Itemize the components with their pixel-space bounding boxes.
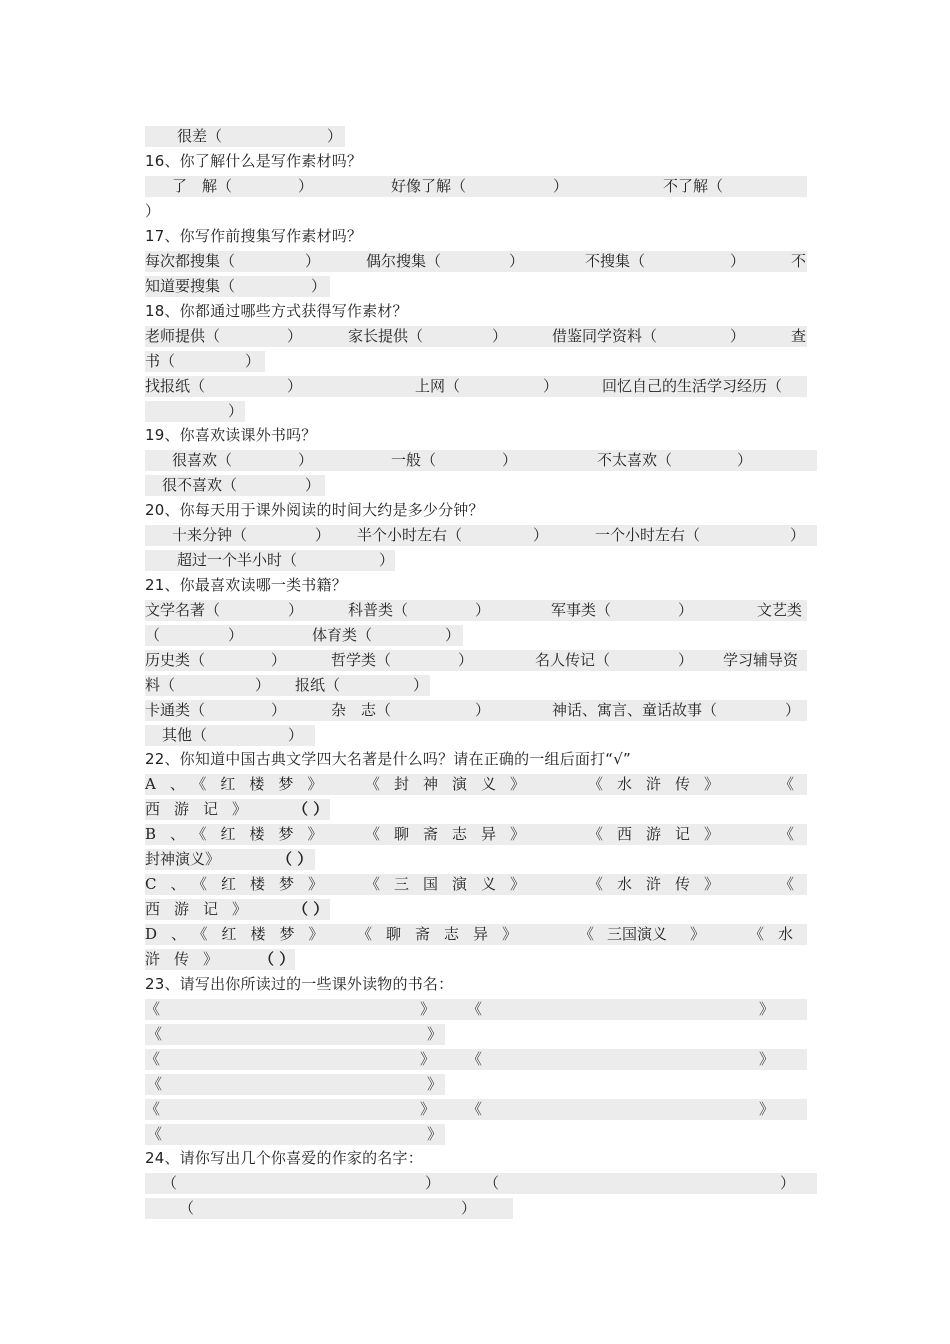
q23-book-4-open: 《 — [145, 1050, 161, 1068]
q18-option-newspaper: 找报纸（ — [145, 377, 206, 395]
q21-option-sports: 体育类（ — [312, 626, 373, 644]
q23-book-4-close: 》 — [420, 1050, 436, 1068]
q21-option-arts-part2: （ — [145, 626, 161, 644]
q16-continuation — [145, 201, 807, 222]
q23-book-1-open: 《 — [145, 1000, 161, 1018]
q22-option-b-continuation — [145, 849, 807, 870]
q18-option-internet: 上网（ — [415, 377, 461, 395]
q22-option-c-book4-part1: 《 — [779, 875, 795, 893]
q19-option-love: 很喜欢（ — [172, 451, 233, 469]
q23-book-3-open: 《 — [147, 1025, 163, 1043]
q19-option-strong-dislike: 很不喜欢（ — [162, 476, 238, 494]
q21-option-newspaper-close: ） — [413, 676, 429, 694]
q23-book-row-3 — [145, 1099, 807, 1120]
q21-options-row-1 — [145, 600, 807, 621]
q21-option-classics-close: ） — [288, 601, 304, 619]
q24-author-row-2 — [145, 1198, 807, 1219]
q22-option-b-book4-part2: 封神演义》 — [145, 850, 221, 868]
q17-option-sometimes-close: ） — [509, 252, 525, 270]
q22-option-c-book3: 《水浒传》 — [588, 875, 734, 893]
q23-book-9-open: 《 — [147, 1125, 163, 1143]
q21-option-sports-close: ） — [445, 626, 461, 644]
q22-option-c-book1: C、《红楼梦》 — [145, 875, 337, 893]
q16-option-not-understand-close: ） — [145, 202, 161, 220]
q21-option-myths-close: ） — [785, 701, 801, 719]
q18-options-row-2 — [145, 376, 807, 397]
q23-book-3-close: 》 — [427, 1025, 443, 1043]
q18-option-teacher: 老师提供（ — [145, 327, 221, 345]
q22-option-b-book2: 《聊斋志异》 — [365, 825, 540, 843]
q18-option-parent: 家长提供（ — [348, 327, 424, 345]
q17-option-unaware-part1: 不 — [791, 252, 807, 270]
q20-options-row — [145, 525, 817, 546]
q19-option-love-close: ） — [298, 451, 314, 469]
q23-book-6-close: 》 — [427, 1075, 443, 1093]
q18-option-books-part1: 查 — [791, 327, 807, 345]
q20-option-one-hour-close: ） — [790, 526, 806, 544]
q21-option-history: 历史类（ — [145, 651, 206, 669]
q18-option-newspaper-close: ） — [287, 377, 303, 395]
q17-option-unaware-part2: 知道要搜集（ — [145, 277, 236, 295]
q20-option-half-hour-close: ） — [533, 526, 549, 544]
q18-continuation-2 — [145, 401, 807, 422]
q21-option-military-close: ） — [678, 601, 694, 619]
q19-continuation — [145, 475, 807, 496]
q21-option-magazine: 杂 志（ — [331, 701, 392, 719]
q22-option-b-book3: 《西游记》 — [588, 825, 734, 843]
q17-title: 17、你写作前搜集写作素材吗？ — [145, 227, 363, 245]
q21-option-history-close: ） — [271, 651, 287, 669]
q22-option-d-book3-open: 《 — [579, 925, 595, 943]
q22-option-d-continuation — [145, 949, 807, 970]
q16-options-row — [145, 176, 807, 197]
q22-option-a-continuation — [145, 799, 807, 820]
q18-option-teacher-close: ） — [287, 327, 303, 345]
q21-continuation-2 — [145, 675, 807, 696]
q16-option-not-understand: 不了解（ — [663, 177, 724, 195]
q23-title: 23、请写出你所读过的一些课外读物的书名： — [145, 975, 454, 993]
q24-author-1-close: ） — [425, 1174, 441, 1192]
q18-continuation-1 — [145, 351, 807, 372]
q23-book-7-open: 《 — [145, 1100, 161, 1118]
q22-option-c-book2: 《三国演义》 — [365, 875, 540, 893]
q24-author-3-close: ） — [461, 1199, 477, 1217]
q21-option-classics: 文学名著（ — [145, 601, 221, 619]
q20-option-ten-minutes-close: ） — [315, 526, 331, 544]
q20-option-over-ninety: 超过一个半小时（ — [177, 551, 298, 569]
q18-option-classmate: 借鉴同学资料（ — [552, 327, 658, 345]
q16-option-seem-understand: 好像了解（ — [391, 177, 467, 195]
q21-continuation-3 — [145, 725, 807, 746]
q22-option-a-checkbox[interactable]: （ ） — [293, 800, 329, 818]
q21-option-myths: 神话、寓言、童话故事（ — [552, 701, 718, 719]
q21-option-biography-close: ） — [678, 651, 694, 669]
q18-options-row-1 — [145, 326, 807, 347]
q16-option-understand: 了 解（ — [172, 177, 233, 195]
q22-option-c-row — [145, 874, 807, 895]
q23-book-row-1 — [145, 999, 807, 1020]
q20-option-ten-minutes: 十来分钟（ — [172, 526, 248, 544]
q23-book-8-open: 《 — [467, 1100, 483, 1118]
q17-option-always-close: ） — [305, 252, 321, 270]
q21-options-row-3 — [145, 700, 807, 721]
q22-option-d-row — [145, 924, 807, 945]
q22-option-d-book4-part2: 浒传》 — [145, 950, 233, 968]
q18-option-books-close: ） — [245, 352, 261, 370]
q21-options-row-2 — [145, 650, 807, 671]
q24-author-1-open: （ — [162, 1174, 178, 1192]
q22-option-d-book3-close: 》 — [690, 925, 706, 943]
q20-option-one-hour: 一个小时左右（ — [595, 526, 701, 544]
q22-option-a-book3: 《水浒传》 — [588, 775, 734, 793]
q22-option-b-row — [145, 824, 807, 845]
q21-option-magazine-close: ） — [475, 701, 491, 719]
q19-option-dislike: 不太喜欢（ — [597, 451, 673, 469]
q22-option-d-book2: 《聊斋志异》 — [357, 925, 532, 943]
q19-title: 19、你喜欢读课外书吗？ — [145, 426, 317, 444]
q21-option-cartoon: 卡通类（ — [145, 701, 206, 719]
q22-option-a-row — [145, 774, 807, 795]
q22-option-d-book4-part1: 《水 — [749, 925, 808, 943]
q23-book-7-close: 》 — [420, 1100, 436, 1118]
q23-book-row-2 — [145, 1049, 807, 1070]
q22-option-b-book4-part1: 《 — [779, 825, 795, 843]
q22-option-a-book2: 《封神演义》 — [365, 775, 540, 793]
q21-option-newspaper: 报纸（ — [295, 676, 341, 694]
q23-book-6-open: 《 — [147, 1075, 163, 1093]
q19-option-strong-dislike-close: ） — [305, 476, 321, 494]
q21-option-other-close: ） — [288, 726, 304, 744]
q18-option-classmate-close: ） — [730, 327, 746, 345]
q22-title: 22、你知道中国古典文学四大名著是什么吗？请在正确的一组后面打“√” — [145, 750, 631, 768]
q18-option-memory-close: ） — [228, 402, 244, 420]
q20-option-half-hour: 半个小时左右（ — [357, 526, 463, 544]
q19-option-dislike-close: ） — [737, 451, 753, 469]
q15-option-poor-close: ） — [327, 127, 343, 145]
q21-option-military: 军事类（ — [551, 601, 612, 619]
q23-book-2-close: 》 — [759, 1000, 775, 1018]
q21-option-study-guide-part1: 学习辅导资 — [723, 651, 799, 669]
q21-option-science: 科普类（ — [348, 601, 409, 619]
q21-option-science-close: ） — [475, 601, 491, 619]
q21-option-biography: 名人传记（ — [535, 651, 611, 669]
q21-option-philosophy: 哲学类（ — [331, 651, 392, 669]
q21-option-philosophy-close: ） — [458, 651, 474, 669]
q19-option-average: 一般（ — [391, 451, 437, 469]
q23-book-row-1b — [145, 1024, 807, 1045]
q15-option-poor: 很差（ — [177, 127, 223, 145]
q19-option-average-close: ） — [502, 451, 518, 469]
q24-title: 24、请你写出几个你喜爱的作家的名字： — [145, 1149, 423, 1167]
q23-book-5-open: 《 — [467, 1050, 483, 1068]
q21-option-arts-part1: 文艺类 — [757, 601, 803, 619]
q24-author-row-1 — [145, 1173, 817, 1194]
q22-option-c-checkbox[interactable]: （ ） — [293, 900, 329, 918]
q18-option-memory: 回忆自己的生活学习经历（ — [602, 377, 783, 395]
q23-book-2-open: 《 — [467, 1000, 483, 1018]
q24-author-2-close: ） — [780, 1174, 796, 1192]
q22-option-c-book4-part2: 西游记》 — [145, 900, 262, 918]
q17-continuation — [145, 276, 807, 297]
q24-author-3-open: （ — [179, 1199, 195, 1217]
q24-author-2-open: （ — [484, 1174, 500, 1192]
q17-option-unaware-close: ） — [311, 277, 327, 295]
q23-book-row-3b — [145, 1124, 807, 1145]
q21-option-cartoon-close: ） — [271, 701, 287, 719]
q22-option-a-book4-part2: 西游记》 — [145, 800, 262, 818]
q18-title: 18、你都通过哪些方式获得写作素材？ — [145, 302, 408, 320]
q22-option-a-book4-part1: 《 — [779, 775, 795, 793]
q23-book-5-close: 》 — [759, 1050, 775, 1068]
q17-option-sometimes: 偶尔搜集（ — [366, 252, 442, 270]
q22-option-d-checkbox[interactable]: （ ） — [259, 950, 295, 968]
q20-option-over-ninety-close: ） — [379, 551, 395, 569]
q17-option-always: 每次都搜集（ — [145, 252, 236, 270]
q23-book-1-close: 》 — [420, 1000, 436, 1018]
q21-title: 21、你最喜欢读哪一类书籍？ — [145, 576, 347, 594]
q17-option-never: 不搜集（ — [585, 252, 646, 270]
q22-option-c-continuation — [145, 899, 807, 920]
q22-option-a-book1: A、《红楼梦》 — [145, 775, 337, 793]
q17-options-row — [145, 251, 807, 272]
q16-option-seem-understand-close: ） — [553, 177, 569, 195]
q23-book-8-close: 》 — [759, 1100, 775, 1118]
q20-continuation — [145, 550, 807, 571]
q18-option-books-part2: 书（ — [145, 352, 176, 370]
q17-option-never-close: ） — [730, 252, 746, 270]
q18-option-parent-close: ） — [492, 327, 508, 345]
q22-option-b-checkbox[interactable]: （ ） — [277, 850, 313, 868]
q21-option-arts-close: ） — [228, 626, 244, 644]
q23-book-row-2b — [145, 1074, 807, 1095]
q19-options-row — [145, 450, 817, 471]
q21-continuation-1 — [145, 625, 807, 646]
q22-option-b-book1: B、《红楼梦》 — [145, 825, 337, 843]
q16-option-understand-close: ） — [298, 177, 314, 195]
q21-option-other: 其他（ — [162, 726, 208, 744]
q23-book-9-close: 》 — [427, 1125, 443, 1143]
q18-option-internet-close: ） — [543, 377, 559, 395]
q21-option-study-guide-close: ） — [255, 676, 271, 694]
q21-option-study-guide-part2: 料（ — [145, 676, 176, 694]
q20-title: 20、你每天用于课外阅读的时间大约是多少分钟？ — [145, 501, 484, 519]
q22-option-d-book3-title: 三国演义 — [607, 925, 668, 943]
q16-title: 16、你了解什么是写作素材吗？ — [145, 152, 363, 170]
q22-option-d-book1: D、《红楼梦》 — [145, 925, 338, 943]
q15-option-row — [145, 126, 807, 147]
